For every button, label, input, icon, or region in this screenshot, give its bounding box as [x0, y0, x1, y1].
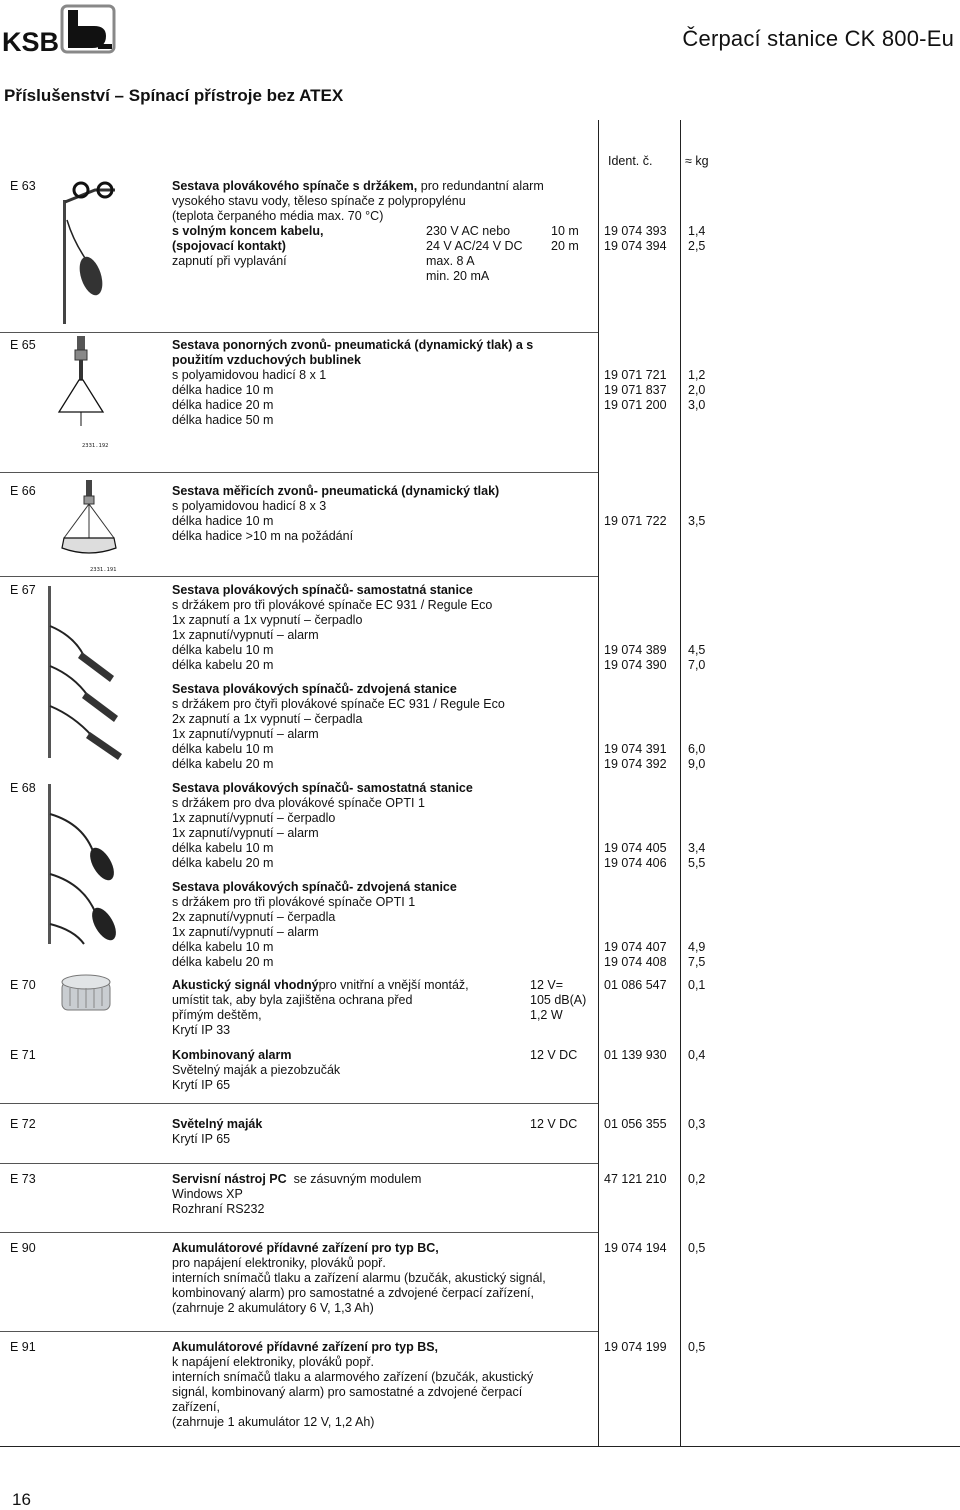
- e68-line: 1x zapnutí/vypnutí – alarm: [172, 925, 319, 939]
- e67-ident: 19 074 391: [604, 742, 667, 756]
- e66-line: délka hadice 10 m: [172, 514, 274, 528]
- e73-line: Rozhraní RS232: [172, 1202, 265, 1216]
- e72-weight: 0,3: [688, 1117, 706, 1131]
- e68-line: 1x zapnutí/vypnutí – čerpadlo: [172, 811, 336, 825]
- e67-title-a: Sestava plovákových spínačů- samostatná stanice: [172, 583, 473, 597]
- e68-line: 2x zapnutí/vypnutí – čerpadla: [172, 910, 336, 924]
- e63-line: vysokého stavu vody, těleso spínače z polypropylénu: [172, 194, 466, 208]
- measuring-bell-image: [58, 478, 122, 571]
- e65-line: použitím vzduchových bublinek: [172, 353, 361, 367]
- e67-line: délka kabelu 20 m: [172, 757, 274, 771]
- row-code-e70: E 70: [10, 978, 36, 992]
- e73-title: Servisní nástroj PC: [172, 1172, 287, 1186]
- e67-ident: 19 074 389: [604, 643, 667, 657]
- e70-spec: 12 V=: [530, 978, 564, 992]
- column-divider-ident: [598, 120, 599, 1447]
- e63-spec-voltage-dc: 24 V AC/24 V DC: [426, 239, 523, 253]
- row-code-e67: E 67: [10, 583, 36, 597]
- e63-line: s volným koncem kabelu,: [172, 224, 324, 238]
- e68-line: s držákem pro dva plovákové spínače OPTI 1: [172, 796, 425, 810]
- e65-ident: 19 071 200: [604, 398, 667, 412]
- e67-line: délka kabelu 10 m: [172, 742, 274, 756]
- e70-weight: 0,1: [688, 978, 706, 992]
- e65-title: Sestava ponorných zvonů- pneumatická (dynamický tlak) a s: [172, 338, 534, 352]
- row-code-e91: E 91: [10, 1340, 36, 1354]
- e91-line: k napájení elektroniky, plováků popř.: [172, 1355, 374, 1369]
- float-switch-holder-image: [55, 180, 125, 333]
- e63-weight: 1,4: [688, 224, 706, 238]
- e68-ident: 19 074 408: [604, 955, 667, 969]
- e65-weight: 1,2: [688, 368, 706, 382]
- e91-weight: 0,5: [688, 1340, 706, 1354]
- e67-weight: 9,0: [688, 757, 706, 771]
- e70-ident: 01 086 547: [604, 978, 667, 992]
- e91-title: Akumulátorové přídavné zařízení pro typ BS,: [172, 1340, 439, 1354]
- opti-float-switch-station-image: [44, 784, 124, 952]
- e67-line: 1x zapnutí/vypnutí – alarm: [172, 628, 319, 642]
- e71-line: Světelný maják a piezobzučák: [172, 1063, 341, 1077]
- e68-weight: 7,5: [688, 955, 706, 969]
- row-separator: [0, 472, 598, 473]
- page-number: 16: [12, 1490, 31, 1509]
- e73-weight: 0,2: [688, 1172, 706, 1186]
- e67-title-b: Sestava plovákových spínačů- zdvojená stanice: [172, 682, 457, 696]
- e66-image-caption: 2331.191: [90, 567, 117, 573]
- e67-ident: 19 074 392: [604, 757, 667, 771]
- e91-line: (zahrnuje 1 akumulátor 12 V, 1,2 Ah): [172, 1415, 375, 1429]
- e73-title-rest: se zásuvným modulem: [286, 1172, 422, 1186]
- row-code-e63: E 63: [10, 179, 36, 193]
- e68-title-b: Sestava plovákových spínačů- zdvojená stanice: [172, 880, 457, 894]
- e65-line: s polyamidovou hadicí 8 x 1: [172, 368, 327, 382]
- e63-spec-voltage-ac: 230 V AC nebo: [426, 224, 511, 238]
- e90-title: Akumulátorové přídavné zařízení pro typ BC,: [172, 1241, 439, 1255]
- e67-line: délka kabelu 20 m: [172, 658, 274, 672]
- e68-title-a: Sestava plovákových spínačů- samostatná stanice: [172, 781, 473, 795]
- column-divider-kg: [680, 120, 681, 1447]
- e68-line: s držákem pro tři plovákové spínače OPTI 1: [172, 895, 416, 909]
- e90-ident: 19 074 194: [604, 1241, 667, 1255]
- row-code-e66: E 66: [10, 484, 36, 498]
- e72-spec: 12 V DC: [530, 1117, 578, 1131]
- e71-title: Kombinovaný alarm: [172, 1048, 292, 1062]
- e67-line: 1x zapnutí/vypnutí – alarm: [172, 727, 319, 741]
- e91-line: signál, kombinovaný alarm) pro samostatné a zdvojené čerpací: [172, 1385, 523, 1399]
- e63-line: zapnutí při vyplavání: [172, 254, 287, 268]
- e65-ident: 19 071 721: [604, 368, 667, 382]
- row-separator: [0, 1232, 598, 1233]
- e73-line: Windows XP: [172, 1187, 243, 1201]
- e70-line: Krytí IP 33: [172, 1023, 231, 1037]
- row-code-e90: E 90: [10, 1241, 36, 1255]
- e68-line: délka kabelu 10 m: [172, 940, 274, 954]
- e67-ident: 19 074 390: [604, 658, 667, 672]
- e91-line: zařízení,: [172, 1400, 220, 1414]
- e67-line: 1x zapnutí a 1x vypnutí – čerpadlo: [172, 613, 363, 627]
- e63-length: 20 m: [551, 239, 579, 253]
- e68-line: 1x zapnutí/vypnutí – alarm: [172, 826, 319, 840]
- e71-line: Krytí IP 65: [172, 1078, 231, 1092]
- e68-line: délka kabelu 20 m: [172, 856, 274, 870]
- row-code-e68: E 68: [10, 781, 36, 795]
- e67-line: 2x zapnutí a 1x vypnutí – čerpadla: [172, 712, 363, 726]
- e63-ident: 19 074 393: [604, 224, 667, 238]
- e63-title: Sestava plovákového spínače s držákem,: [172, 179, 418, 193]
- e68-line: délka kabelu 10 m: [172, 841, 274, 855]
- e67-line: délka kabelu 10 m: [172, 643, 274, 657]
- e73-ident: 47 121 210: [604, 1172, 667, 1186]
- table-bottom-rule: [0, 1446, 960, 1447]
- e72-ident: 01 056 355: [604, 1117, 667, 1131]
- row-separator: [0, 1163, 598, 1164]
- section-title: Příslušenství – Spínací přístroje bez ATEX: [4, 86, 344, 105]
- e68-weight: 4,9: [688, 940, 706, 954]
- e63-spec-min: min. 20 mA: [426, 269, 490, 283]
- e70-title-rest: pro vnitřní a vnější montáž,: [318, 978, 469, 992]
- row-separator: [0, 576, 598, 577]
- e68-weight: 5,5: [688, 856, 706, 870]
- e63-spec-max: max. 8 A: [426, 254, 475, 268]
- e70-title: Akustický signál vhodný: [172, 978, 319, 992]
- document-title: Čerpací stanice CK 800-Eu: [682, 26, 954, 51]
- e70-spec: 105 dB(A): [530, 993, 587, 1007]
- e68-line: délka kabelu 20 m: [172, 955, 274, 969]
- row-code-e71: E 71: [10, 1048, 36, 1062]
- e65-weight: 3,0: [688, 398, 706, 412]
- submerged-bell-image: [55, 336, 115, 439]
- e63-line: (spojovací kontakt): [172, 239, 286, 253]
- e67-weight: 4,5: [688, 643, 706, 657]
- e71-ident: 01 139 930: [604, 1048, 667, 1062]
- e68-ident: 19 074 406: [604, 856, 667, 870]
- e67-weight: 6,0: [688, 742, 706, 756]
- row-code-e65: E 65: [10, 338, 36, 352]
- e68-weight: 3,4: [688, 841, 706, 855]
- e70-spec: 1,2 W: [530, 1008, 563, 1022]
- e71-spec: 12 V DC: [530, 1048, 578, 1062]
- e65-line: délka hadice 20 m: [172, 398, 274, 412]
- e68-ident: 19 074 407: [604, 940, 667, 954]
- e65-line: délka hadice 50 m: [172, 413, 274, 427]
- e68-ident: 19 074 405: [604, 841, 667, 855]
- e72-line: Krytí IP 65: [172, 1132, 231, 1146]
- e67-line: s držákem pro tři plovákové spínače EC 931 / Regule Eco: [172, 598, 493, 612]
- e67-weight: 7,0: [688, 658, 706, 672]
- e63-line: (teplota čerpaného média max. 70 °C): [172, 209, 384, 223]
- e65-weight: 2,0: [688, 383, 706, 397]
- e90-line: interních snímačů tlaku a zařízení alarmu (bzučák, akustický signál,: [172, 1271, 546, 1285]
- e65-image-caption: 2331.192: [82, 443, 109, 449]
- e66-line: délka hadice >10 m na požádání: [172, 529, 354, 543]
- e91-ident: 19 074 199: [604, 1340, 667, 1354]
- row-code-e72: E 72: [10, 1117, 36, 1131]
- e66-ident: 19 071 722: [604, 514, 667, 528]
- e66-title: Sestava měřicích zvonů- pneumatická (dynamický tlak): [172, 484, 500, 498]
- logo-text: KSB: [2, 27, 60, 56]
- row-separator: [0, 1331, 598, 1332]
- e90-line: (zahrnuje 2 akumulátory 6 V, 1,3 Ah): [172, 1301, 374, 1315]
- e63-title-rest: pro redundantní alarm: [417, 179, 544, 193]
- e70-line: přímým deštěm,: [172, 1008, 262, 1022]
- e66-weight: 3,5: [688, 514, 706, 528]
- e90-weight: 0,5: [688, 1241, 706, 1255]
- e63-weight: 2,5: [688, 239, 706, 253]
- header-kg: ≈ kg: [685, 154, 709, 168]
- ksb-logo: [2, 4, 122, 59]
- e70-line: umístit tak, aby byla zajištěna ochrana před: [172, 993, 413, 1007]
- e65-line: délka hadice 10 m: [172, 383, 274, 397]
- e67-line: s držákem pro čtyři plovákové spínače EC 931 / Regule Eco: [172, 697, 505, 711]
- float-switch-station-image: [44, 586, 124, 764]
- header-ident: Ident. č.: [608, 154, 653, 168]
- e90-line: pro napájení elektroniky, plováků popř.: [172, 1256, 386, 1270]
- e91-line: interních snímačů tlaku a alarmového zařízení (bzučák, akustický: [172, 1370, 534, 1384]
- e90-line: kombinovaný alarm) pro samostatné a zdvojené čerpací zařízení,: [172, 1286, 534, 1300]
- acoustic-signal-image: [58, 972, 114, 1019]
- row-separator: [0, 1103, 598, 1104]
- e63-length: 10 m: [551, 224, 579, 238]
- e71-weight: 0,4: [688, 1048, 706, 1062]
- e63-ident: 19 074 394: [604, 239, 667, 253]
- row-code-e73: E 73: [10, 1172, 36, 1186]
- e65-ident: 19 071 837: [604, 383, 667, 397]
- e66-line: s polyamidovou hadicí 8 x 3: [172, 499, 327, 513]
- e72-title: Světelný maják: [172, 1117, 263, 1131]
